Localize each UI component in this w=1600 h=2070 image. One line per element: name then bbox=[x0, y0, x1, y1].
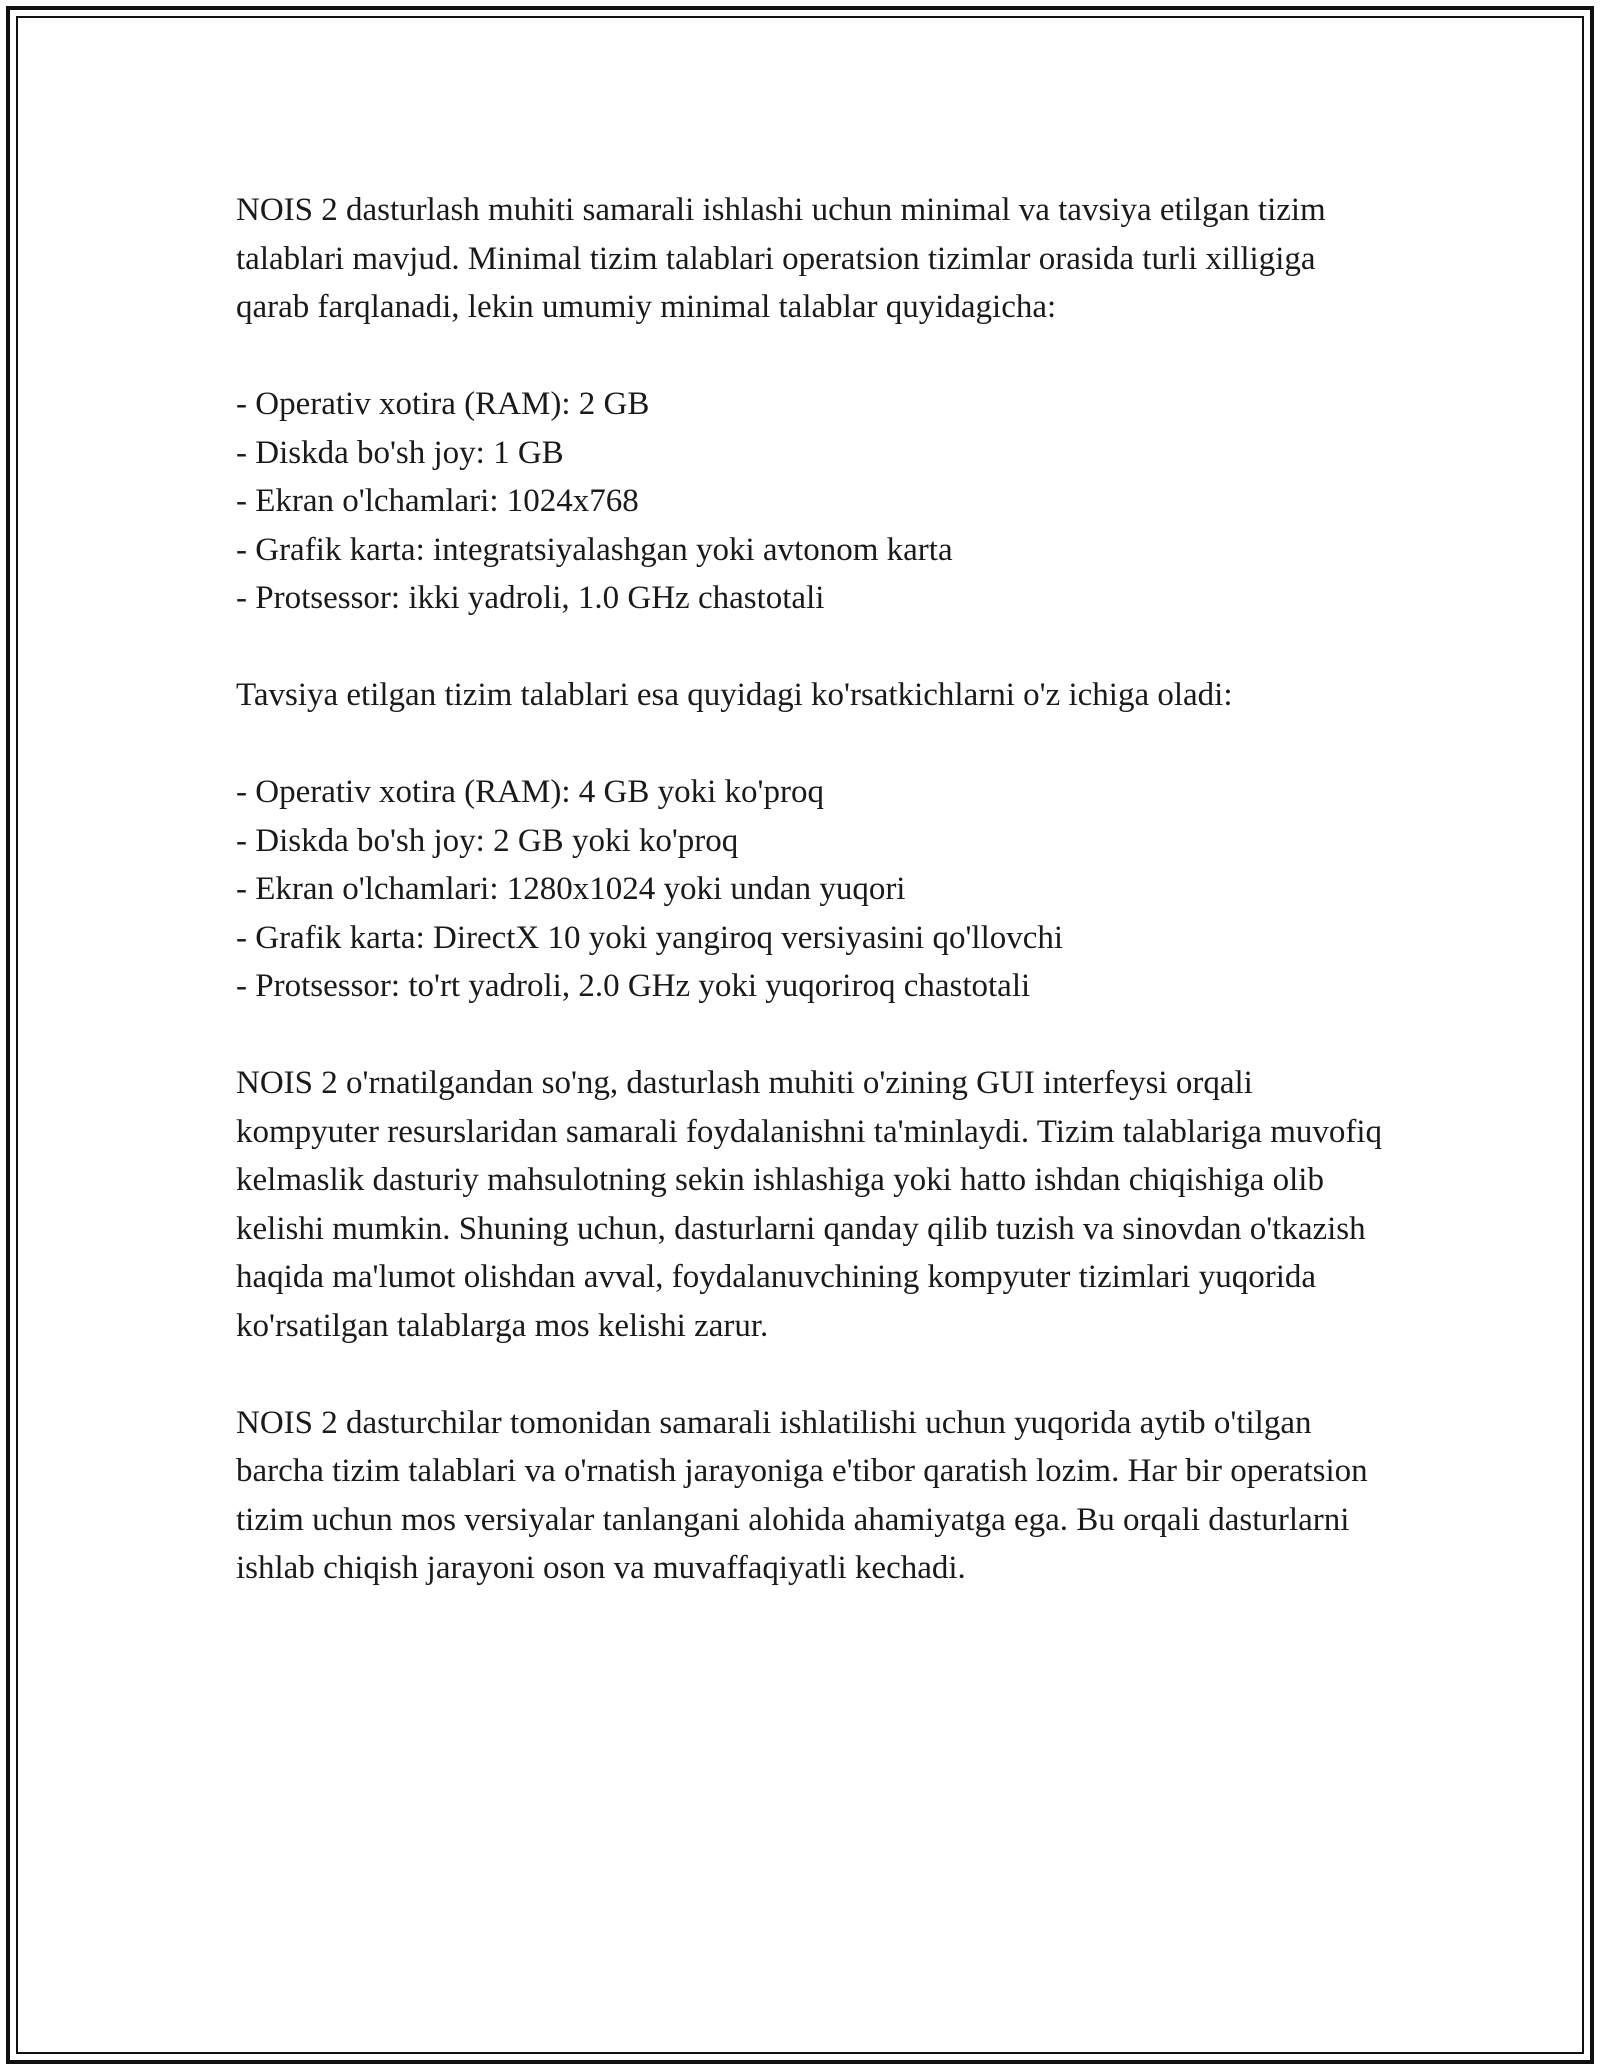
intro-paragraph: NOIS 2 dasturlash muhiti samarali ishlashi uchun minimal va tavsiya etilgan tizim talablari mavjud. Minimal tizim talablari operatsion tizimlar orasida turli xilligiga qarab farqlanadi, lekin umumiy minimal talablar quyidagicha: bbox=[236, 192, 1326, 325]
list-item: - Operativ xotira (RAM): 2 GB bbox=[236, 386, 650, 422]
spacer bbox=[236, 1350, 1386, 1399]
recommended-requirements-list bbox=[236, 768, 1386, 1011]
paragraph-installation: NOIS 2 o'rnatilgandan so'ng, dasturlash muhiti o'zining GUI interfeysi orqali kompyuter resurslaridan samarali foydalanishni ta'minlaydi. Tizim talablariga muvofiq kelmaslik dasturiy mahsulotning sekin ishlashiga yoki hatto ishdan chiqishiga olib kelishi mumkin. Shuning uchun, dasturlarni qanday qilib tuzish va sinovdan o'tkazish haqida ma'lumot olishdan avval, foydalanuvchining kompyuter tizimlari yuqorida ko'rsatilgan talablarga mos kelishi zarur. bbox=[236, 1065, 1383, 1344]
spacer bbox=[236, 332, 1386, 381]
list-item: - Grafik karta: integratsiyalashgan yoki avtonom karta bbox=[236, 531, 953, 568]
recommended-intro: Tavsiya etilgan tizim talablari esa quyidagi ko'rsatkichlarni o'z ichiga oladi: bbox=[236, 677, 1233, 713]
spacer bbox=[236, 623, 1386, 672]
list-item: - Diskda bo'sh joy: 1 GB bbox=[236, 434, 564, 471]
list-item: - Ekran o'lchamlari: 1024x768 bbox=[236, 483, 639, 519]
list-item: - Grafik karta: DirectX 10 yoki yangiroq versiyasini qo'llovchi bbox=[236, 919, 1064, 956]
list-item: - Protsessor: ikki yadroli, 1.0 GHz chastotali bbox=[236, 580, 825, 616]
list-item: - Protsessor: to'rt yadroli, 2.0 GHz yoki yuqoriroq chastotali bbox=[236, 968, 1031, 1004]
document-body bbox=[236, 186, 1386, 1593]
list-item: - Ekran o'lchamlari: 1280x1024 yoki undan yuqori bbox=[236, 871, 906, 907]
list-item: - Diskda bo'sh joy: 2 GB yoki ko'proq bbox=[236, 822, 739, 859]
minimal-requirements-list bbox=[236, 380, 1386, 623]
list-item: - Operativ xotira (RAM): 4 GB yoki ko'proq bbox=[236, 774, 824, 810]
spacer bbox=[236, 1011, 1386, 1060]
spacer bbox=[236, 720, 1386, 769]
paragraph-conclusion: NOIS 2 dasturchilar tomonidan samarali ishlatilishi uchun yuqorida aytib o'tilgan barcha tizim talablari va o'rnatish jarayoniga e'tibor qaratish lozim. Har bir operatsion tizim uchun mos versiyalar tanlangani alohida ahamiyatga ega. Bu orqali dasturlarni ishlab chiqish jarayoni oson va muvaffaqiyatli kechadi. bbox=[236, 1404, 1368, 1586]
